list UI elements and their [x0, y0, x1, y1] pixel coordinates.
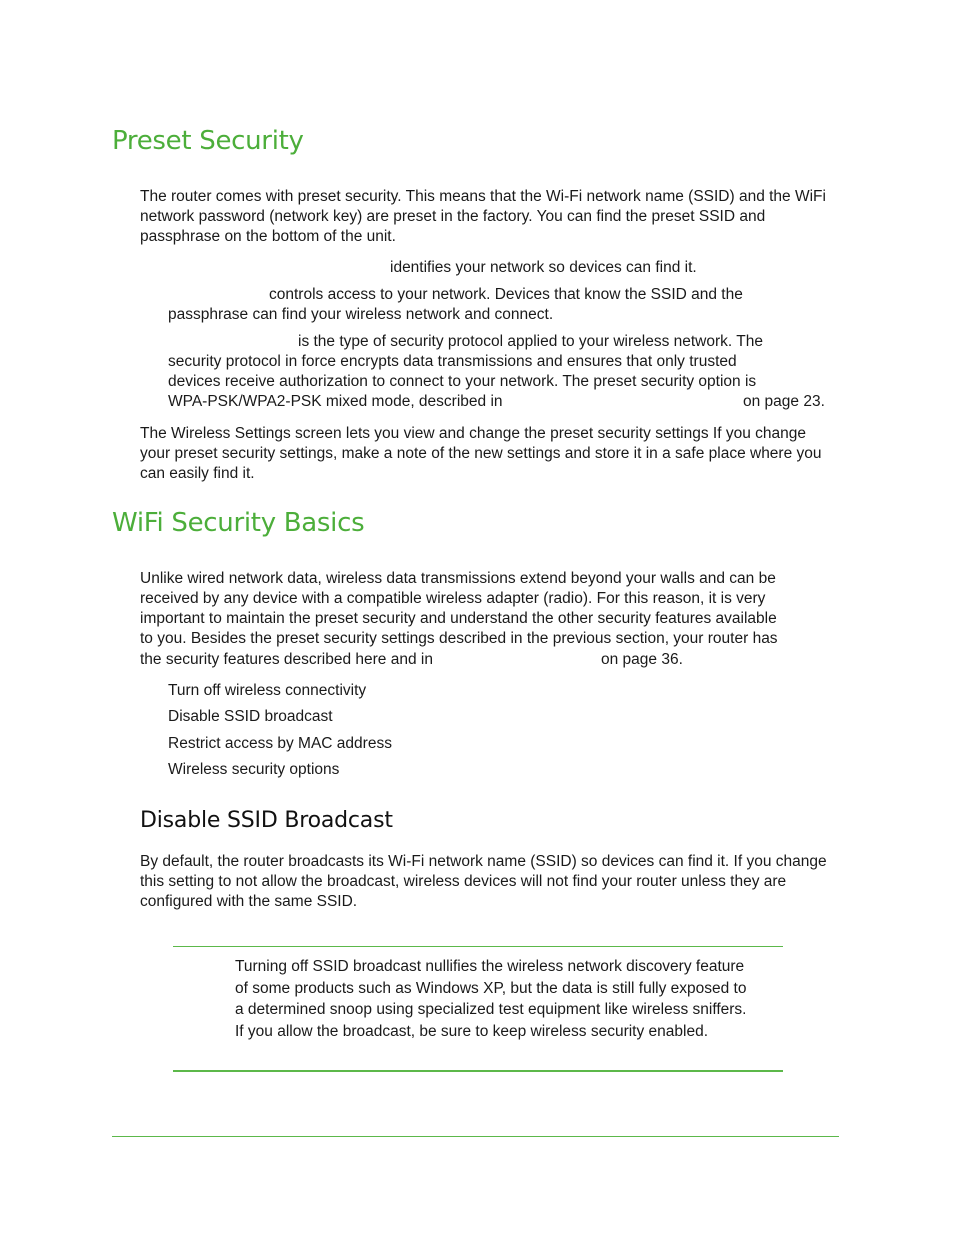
ssid-item: identifies your network so devices can find it.: [390, 259, 697, 276]
mode-item-line1: is the type of security protocol applied to your wireless network. The: [298, 333, 763, 350]
preset-security-intro: The router comes with preset security. This means that the Wi-Fi network name (SSID) and the WiFi network password (network key) are preset in the factory. You can find the preset SSID and passphrase on the bottom of the unit.: [140, 188, 826, 245]
mode-item-line4a: WPA-PSK/WPA2-PSK mixed mode, described in: [168, 393, 503, 410]
wifi-basics-line3: important to maintain the preset security and understand the other security features available: [140, 610, 777, 627]
note-text: Turning off SSID broadcast nullifies the wireless network discovery feature of some products such as Windows XP, but the data is still fully exposed to a determined snoop using specialized test equipment like wireless sniffers. If you allow the broadcast, be sure to keep wireless security enabled.: [235, 958, 747, 1041]
list-item: Restrict access by MAC address: [168, 735, 392, 752]
footer-rule: [112, 1136, 839, 1137]
preset-security-heading: Preset Security: [112, 126, 304, 156]
mode-item-line2: security protocol in force encrypts data transmissions and ensures that only trusted: [168, 353, 737, 370]
passphrase-item-line1: controls access to your network. Devices that know the SSID and the: [269, 286, 743, 303]
wifi-basics-line5a: the security features described here and in: [140, 651, 433, 668]
wifi-basics-line1: Unlike wired network data, wireless data transmissions extend beyond your walls and can be: [140, 570, 776, 587]
list-item: Wireless security options: [168, 761, 340, 778]
preset-security-closing: The Wireless Settings screen lets you view and change the preset security settings If you change your preset security settings, make a note of the new settings and store it in a safe place where you can easily find it.: [140, 425, 822, 482]
list-item: Disable SSID broadcast: [168, 708, 333, 725]
note-bottom-rule: [173, 1070, 783, 1072]
list-item: Turn off wireless connectivity: [168, 682, 367, 699]
wifi-basics-heading: WiFi Security Basics: [112, 508, 365, 538]
wifi-basics-line4: to you. Besides the preset security settings described in the previous section, your router has: [140, 630, 778, 647]
passphrase-item-line2: passphrase can find your wireless network and connect.: [168, 306, 554, 323]
mode-item-page-ref[interactable]: on page 23.: [743, 393, 825, 410]
mode-item-line3: devices receive authorization to connect to your network. The preset security option is: [168, 373, 757, 390]
wifi-basics-line2: received by any device with a compatible wireless adapter (radio). For this reason, it is very: [140, 590, 766, 607]
note-top-rule: [173, 946, 783, 947]
disable-ssid-heading: Disable SSID Broadcast: [140, 808, 393, 833]
disable-ssid-paragraph: By default, the router broadcasts its Wi-Fi network name (SSID) so devices can find it. If you change this setting to not allow the broadcast, wireless devices will not find your router unless they are configured with the same SSID.: [140, 853, 827, 910]
wifi-basics-page-ref[interactable]: on page 36.: [601, 651, 683, 668]
